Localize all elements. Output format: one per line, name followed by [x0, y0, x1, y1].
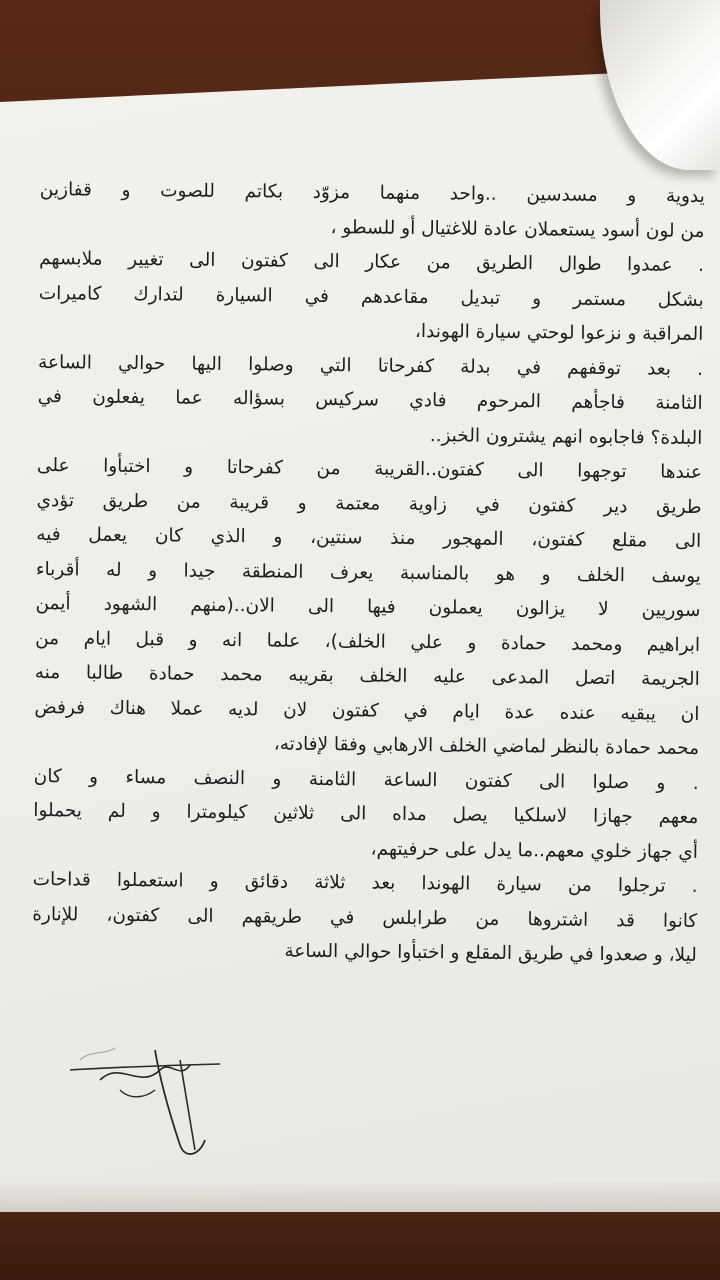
text-line: بشكل مستمر و تبديل مقاعدهم في السيارة لتدارك كاميرات — [38, 282, 704, 311]
text-line: . و صلوا الى كفتون الساعة الثامنة و النصف مساء و كان — [33, 765, 699, 794]
text-line: معهم جهازا لاسلكيا يصل مداه الى ثلاثين كيلومترا و لم يحملوا — [33, 800, 699, 828]
text-line: . ترجلوا من سيارة الهوندا بعد ثلاثة دقائق و استعملوا قداحات — [32, 868, 698, 897]
text-line: الجريمة اتصل المدعى عليه الخلف بقريبه محمد حمادة طالبا منه — [34, 662, 700, 690]
text-line: يوسف الخلف و هو بالمناسبة يعرف المنطقة جيدا و له أقرباء — [35, 558, 701, 587]
text-line: ان يبقيه عنده عدة ايام في كفتون لان لديه عملا هناك فرفض — [34, 696, 700, 725]
text-line: كانوا قد اشتروها من طرابلس في طريقهم الى كفتون، للإنارة — [32, 903, 698, 932]
text-line: ليلا، و صعدوا في طريق المقلع و اختبأوا حوالي الساعة — [284, 940, 697, 966]
table-edge — [0, 1212, 720, 1280]
text-line: . بعد توقفهم في بدلة كفرحاتا التي وصلوا اليها حوالي الساعة — [37, 351, 704, 380]
text-line: الثامنة فاجأهم المرحوم فادي سركيس بسؤاله عما يفعلون في — [37, 386, 703, 414]
text-line: البلدة؟ فاجابوه انهم يشترون الخبز.. — [429, 424, 703, 449]
text-line: طريق دير كفتون في زاوية معتمة و قريبة من طريق تؤدي — [36, 489, 702, 518]
text-line: المراقبة و نزعوا لوحتي سيارة الهوندا، — [414, 320, 704, 345]
text-line: ابراهيم ومحمد حمادة و علي الخلف)، علما انه و قبل ايام من — [35, 627, 701, 656]
text-line: محمد حمادة بالنظر لماضي الخلف الارهابي وفقا لإفادته، — [273, 733, 700, 759]
text-line: الى مقلع كفتون، المهجور منذ سنتين، و الذي كان يعمل فيه — [36, 524, 702, 552]
text-line: أي جهاز خلوي معهم..ما يدل على حرفيتهم، — [370, 838, 699, 863]
text-line: . عمدوا طوال الطريق من عكار الى كفتون الى تغيير ملابسهم — [39, 248, 705, 276]
text-line: عندها توجهوا الى كفتون..القريبة من كفرحاتا و اختبأوا على — [36, 455, 703, 483]
text-line: يدوية و مسدسين ..واحد منهما مزوّد بكاتم للصوت و قفازين — [39, 179, 705, 207]
document-text — [32, 173, 705, 973]
text-line: سوريين لا يزالون يعملون فيها الى الان..(منهم الشهود أيمن — [35, 593, 701, 621]
handwritten-signature — [60, 1020, 250, 1170]
text-line: من لون أسود يستعملان عادة للاغتيال أو للسطو ، — [330, 216, 705, 242]
